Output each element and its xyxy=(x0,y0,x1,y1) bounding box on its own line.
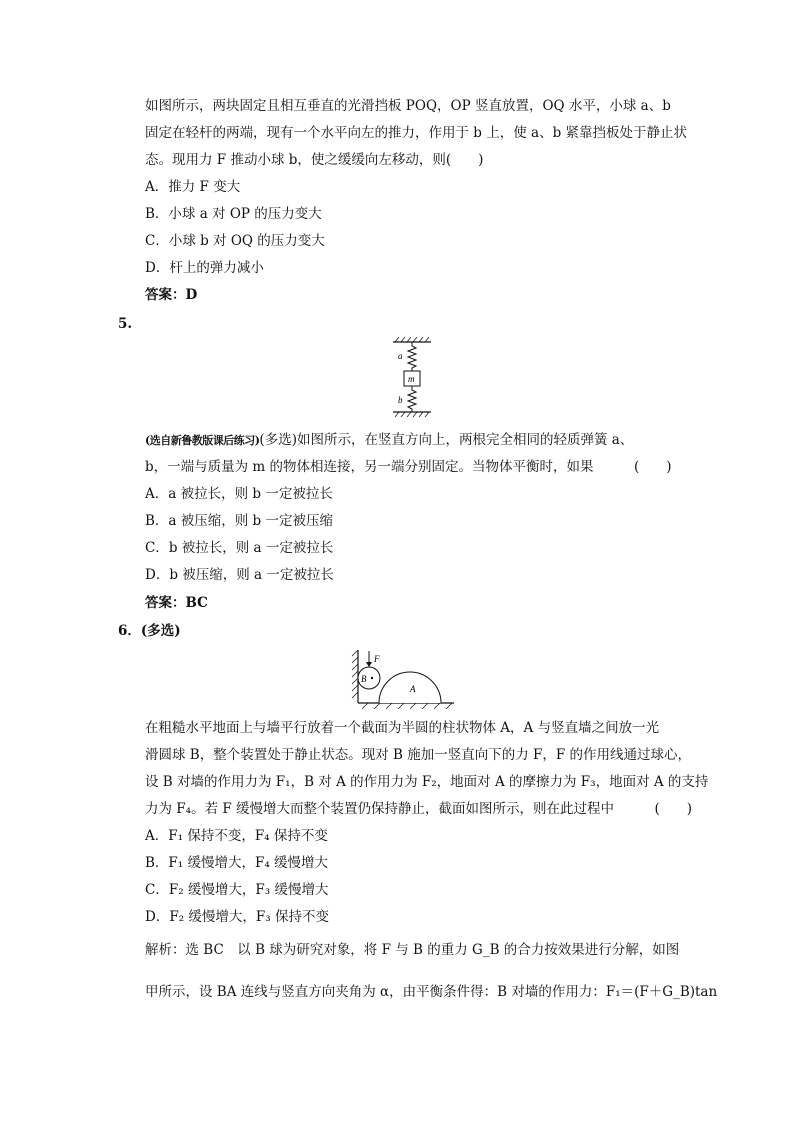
q5-stem-line-1 xyxy=(145,430,633,451)
q6-option-d: D．F₂ 缓慢增大，F₃ 保持不变 xyxy=(145,909,329,925)
q4-option-b: B．小球 a 对 OP 的压力变大 xyxy=(145,206,322,222)
q6-stem-line-4: 力为 F₄。若 F 缓慢增大而整个装置仍保持静止，截面如图所示，则在此过程中 ( ) xyxy=(145,801,693,817)
spring-a-label: a xyxy=(398,351,403,361)
q5-number: 5. xyxy=(118,316,133,332)
q6-stem-line-2: 滑圆球 B，整个装置处于静止状态。现对 B 施加一竖直向下的力 F，F 的作用线通过球心， xyxy=(145,747,692,763)
q5-stem-line-1-text: (多选)如图所示，在竖直方向上，两根完全相同的轻质弹簧 a、 xyxy=(259,432,634,448)
q5-answer: 答案：BC xyxy=(145,595,208,611)
q4-option-a: A．推力 F 变大 xyxy=(145,179,241,195)
q5-source: (选自新鲁教版课后练习) xyxy=(145,434,260,447)
q6-option-c: C．F₂ 缓慢增大，F₃ 缓慢增大 xyxy=(145,882,329,898)
wall-sphere-figure xyxy=(350,648,460,710)
q5-stem-line-2: b，一端与质量为 m 的物体相连接，另一端分别固定。当物体平衡时，如果 ( ) xyxy=(145,459,672,475)
q6-analysis-line-1: 解析：选 BC 以 B 球为研究对象，将 F 与 B 的重力 G_B 的合力按效果进行分解，如图 xyxy=(145,942,680,958)
spring-mass-figure xyxy=(385,336,445,418)
q4-answer: 答案：D xyxy=(145,287,198,303)
q4-option-c: C．小球 b 对 OQ 的压力变大 xyxy=(145,233,325,249)
spring-b-label: b xyxy=(398,395,403,405)
force-label: F xyxy=(374,654,380,664)
q4-stem-line-1: 如图所示，两块固定且相互垂直的光滑挡板 POQ，OP 竖直放置，OQ 水平，小球 a、b xyxy=(145,98,671,114)
q5-option-d: D．b 被压缩，则 a 一定被拉长 xyxy=(145,567,334,583)
q4-stem-line-2: 固定在轻杆的两端，现有一个水平向左的推力，作用于 b 上，使 a、b 紧靠挡板处于静止状 xyxy=(145,125,687,141)
q5-option-a: A．a 被拉长，则 b 一定被拉长 xyxy=(145,486,333,502)
q6-stem-line-1: 在粗糙水平地面上与墙平行放着一个截面为半圆的柱状物体 A，A 与竖直墙之间放一光 xyxy=(145,720,660,736)
q5-option-c: C．b 被拉长，则 a 一定被拉长 xyxy=(145,540,334,556)
q6-stem-line-3: 设 B 对墙的作用力为 F₁，B 对 A 的作用力为 F₂，地面对 A 的摩擦力为 F₃，地面对 A 的支持 xyxy=(145,774,709,790)
q5-option-b: B．a 被压缩，则 b 一定被压缩 xyxy=(145,513,333,529)
q4-stem-line-3: 态。现用力 F 推动小球 b，使之缓缓向左移动，则( ) xyxy=(145,152,484,168)
spring-a xyxy=(408,342,416,371)
q6-analysis-line-2: 甲所示，设 BA 连线与竖直方向夹角为 α，由平衡条件得：B 对墙的作用力：F₁＝(F＋G_B)tan xyxy=(145,984,718,1000)
mass-label: m xyxy=(408,374,415,384)
q4-option-d: D．杆上的弹力减小 xyxy=(145,260,264,276)
q6-number: 6．(多选) xyxy=(118,623,181,639)
body-label: A xyxy=(410,684,416,694)
q6-option-b: B．F₁ 缓慢增大，F₄ 缓慢增大 xyxy=(145,855,329,871)
q6-option-a: A．F₁ 保持不变，F₄ 保持不变 xyxy=(145,828,328,844)
ball-label: B xyxy=(361,674,367,684)
spring-b xyxy=(408,386,416,412)
